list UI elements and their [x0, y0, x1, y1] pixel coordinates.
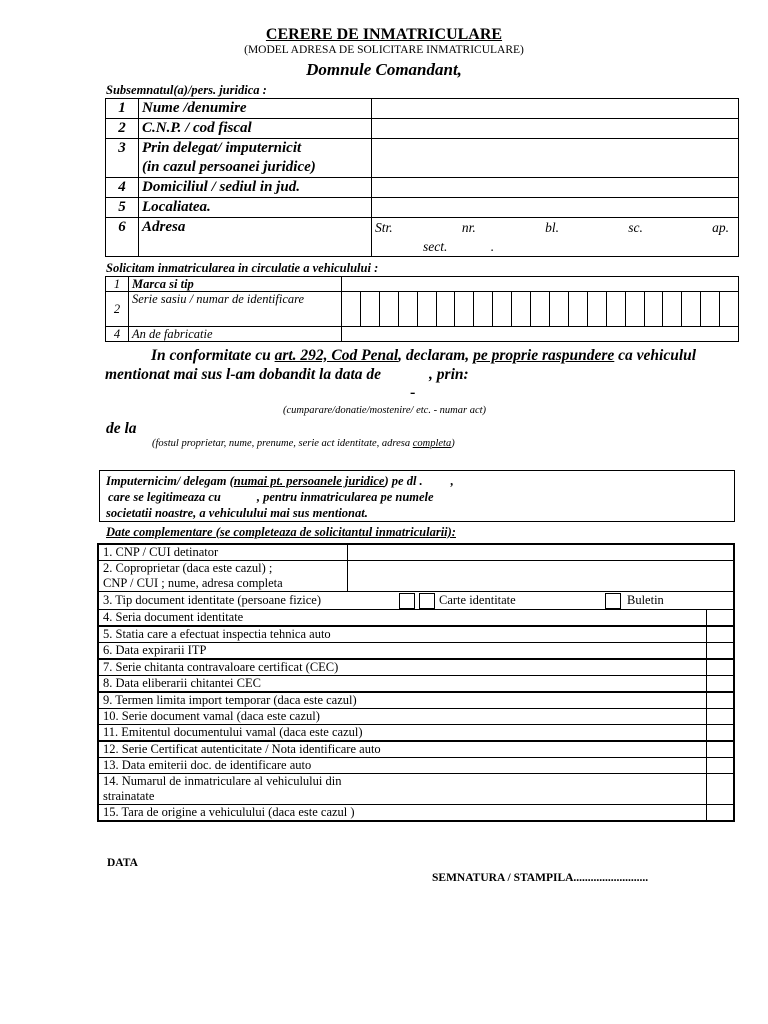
address-line — [375, 218, 735, 237]
date-label: DATA — [107, 857, 138, 869]
delegation-line: care se legitimeaza cu , pentru inmatricularea pe numele — [108, 490, 434, 504]
checkbox-buletin[interactable] — [605, 593, 621, 609]
row-label: 15. Tara de origine a vehiculului (daca este cazul ) — [98, 805, 706, 822]
delegation-line: societatii noastre, a vehiculului mai sus mentionat. — [106, 506, 368, 520]
vin-field[interactable] — [342, 292, 739, 327]
complementary-title: Date complementare (se completeaza de solicitantul inmatricularii): — [106, 525, 456, 539]
value-field[interactable] — [706, 805, 734, 822]
cnp-field[interactable] — [372, 119, 739, 139]
name-field[interactable] — [372, 99, 739, 119]
row-label: Adresa — [139, 218, 372, 257]
row-label: Marca si tip — [129, 277, 342, 292]
row-label: 7. Serie chitanta contravaloare certificat (CEC) — [98, 659, 706, 676]
row-label: 4. Seria document identitate — [98, 610, 706, 627]
table-row — [106, 198, 739, 218]
row-label-line: (in cazul persoanei juridice) — [142, 159, 316, 175]
table-row — [98, 758, 734, 774]
value-field[interactable] — [706, 659, 734, 676]
form-subtitle: (MODEL ADRESA DE SOLICITARE INMATRICULARE) — [244, 44, 524, 56]
checkbox-label: Buletin — [627, 593, 664, 607]
table-row — [106, 277, 739, 292]
address-line — [375, 237, 735, 256]
table-row — [98, 741, 734, 758]
table-row — [98, 561, 734, 592]
value-field[interactable] — [706, 741, 734, 758]
number-label: nr. — [461, 220, 476, 235]
value-field[interactable] — [706, 692, 734, 709]
signature-label: SEMNATURA / STAMPILA.......................... — [432, 872, 649, 884]
row-number: 3 — [106, 139, 139, 178]
table-row — [98, 659, 734, 676]
value-field[interactable] — [706, 676, 734, 693]
delegate-field[interactable] — [372, 139, 739, 178]
acquisition-note: (cumparare/donatie/mostenire/ etc. - numar act) — [283, 405, 487, 416]
row-label: 3. Tip document identitate (persoane fizice) — [103, 593, 321, 607]
make-field[interactable] — [342, 277, 739, 292]
row-label: 12. Serie Certificat autenticitate / Nota identificare auto — [98, 741, 706, 758]
staircase-label: sc. — [628, 220, 643, 235]
locality-field[interactable] — [372, 198, 739, 218]
county-field[interactable] — [372, 178, 739, 198]
vehicle-table — [105, 276, 739, 342]
responsibility-text: pe proprie raspundere — [473, 347, 615, 364]
table-row — [98, 692, 734, 709]
from-label: de la — [106, 420, 137, 437]
art-reference: art. 292, Cod Penal — [274, 347, 399, 364]
delegation-box — [99, 470, 735, 522]
row-number: 2 — [106, 119, 139, 139]
id-type-cell — [98, 592, 734, 610]
id-type-row — [99, 592, 733, 609]
row-label: 11. Emitentul documentului vamal (daca este cazul) — [98, 725, 706, 742]
table-row — [98, 709, 734, 725]
row-number: 4 — [106, 178, 139, 198]
row-number: 2 — [106, 292, 129, 327]
row-number: 4 — [106, 327, 129, 342]
row-number: 5 — [106, 198, 139, 218]
table-row — [106, 178, 739, 198]
table-row — [98, 725, 734, 742]
row-label: 6. Data expirarii ITP — [98, 643, 706, 660]
row-number: 1 — [106, 99, 139, 119]
apartment-label: ap. — [712, 220, 729, 235]
row-label: 14. Numarul de inmatriculare al vehiculului din strainatate — [98, 774, 706, 805]
table-row — [98, 774, 734, 805]
checkbox-id-card[interactable] — [399, 593, 415, 609]
table-row — [98, 676, 734, 693]
table-row — [98, 610, 734, 627]
table-row — [106, 292, 739, 327]
declaration-dash: - — [410, 384, 416, 401]
checkbox-carte-identitate[interactable] — [419, 593, 435, 609]
value-field[interactable] — [706, 610, 734, 627]
table-row — [106, 119, 739, 139]
table-row — [98, 643, 734, 660]
row-label: Localiatea. — [139, 198, 372, 218]
block-label: bl. — [545, 220, 559, 235]
holder-cnp-field[interactable] — [348, 544, 735, 561]
value-field[interactable] — [706, 709, 734, 725]
row-label: An de fabricatie — [129, 327, 342, 342]
declaration-text: In conformitate cu art. 292, Cod Penal, declaram, pe proprie raspundere ca vehiculul mentionat mai sus l-am dobandit la data de , prin: — [105, 347, 697, 383]
street-label: Str. — [375, 220, 393, 235]
row-label-line: Prin delegat/ imputernicit — [142, 140, 302, 156]
value-field[interactable] — [706, 626, 734, 643]
value-field[interactable] — [706, 643, 734, 660]
table-row — [98, 626, 734, 643]
value-field[interactable] — [706, 758, 734, 774]
previous-owner-note: (fostul proprietar, nume, prenume, serie act identitate, adresa completa) — [152, 438, 455, 449]
row-label: 13. Data emiterii doc. de identificare auto — [98, 758, 706, 774]
year-field[interactable] — [342, 327, 739, 342]
form-title: CERERE DE INMATRICULARE — [265, 26, 503, 43]
table-row — [106, 218, 739, 257]
table-row — [106, 99, 739, 119]
table-row — [106, 139, 739, 178]
table-row — [106, 327, 739, 342]
coowner-field[interactable] — [348, 561, 735, 592]
address-field[interactable] — [372, 218, 739, 257]
table-row — [98, 805, 734, 822]
section1-label: Subsemnatul(a)/pers. juridica : — [106, 83, 267, 97]
sector-label: sect. — [423, 239, 448, 254]
vin-boxes — [342, 292, 738, 326]
row-number: 1 — [106, 277, 129, 292]
value-field[interactable] — [706, 774, 734, 805]
row-label: 5. Statia care a efectuat inspectia tehnica auto — [98, 626, 706, 643]
row-label: Serie sasiu / numar de identificare — [129, 292, 342, 327]
table-row — [98, 592, 734, 610]
row-label: 10. Serie document vamal (daca este cazul) — [98, 709, 706, 725]
row-number: 6 — [106, 218, 139, 257]
value-field[interactable] — [706, 725, 734, 742]
row-label: Domiciliul / sediul in jud. — [139, 178, 372, 198]
address-dot: . — [490, 239, 495, 254]
table-row — [98, 544, 734, 561]
row-label: C.N.P. / cod fiscal — [139, 119, 372, 139]
applicant-table — [105, 98, 739, 257]
row-label: 9. Termen limita import temporar (daca este cazul) — [98, 692, 706, 709]
section2-label: Solicitam inmatricularea in circulatie a vehiculului : — [106, 261, 379, 275]
row-label: 2. Coproprietar (daca este cazul) ; CNP / CUI ; nume, adresa completa — [98, 561, 348, 592]
row-label: 8. Data eliberarii chitantei CEC — [98, 676, 706, 693]
row-label: 1. CNP / CUI detinator — [98, 544, 348, 561]
complementary-table — [97, 543, 735, 822]
row-label — [139, 139, 372, 178]
delegation-line: Imputernicim/ delegam (numai pt. persoanele juridice) pe dl . , — [106, 474, 454, 488]
salutation: Domnule Comandant, — [306, 60, 462, 79]
checkbox-label: Carte identitate — [439, 593, 516, 607]
row-label: Nume /denumire — [139, 99, 372, 119]
